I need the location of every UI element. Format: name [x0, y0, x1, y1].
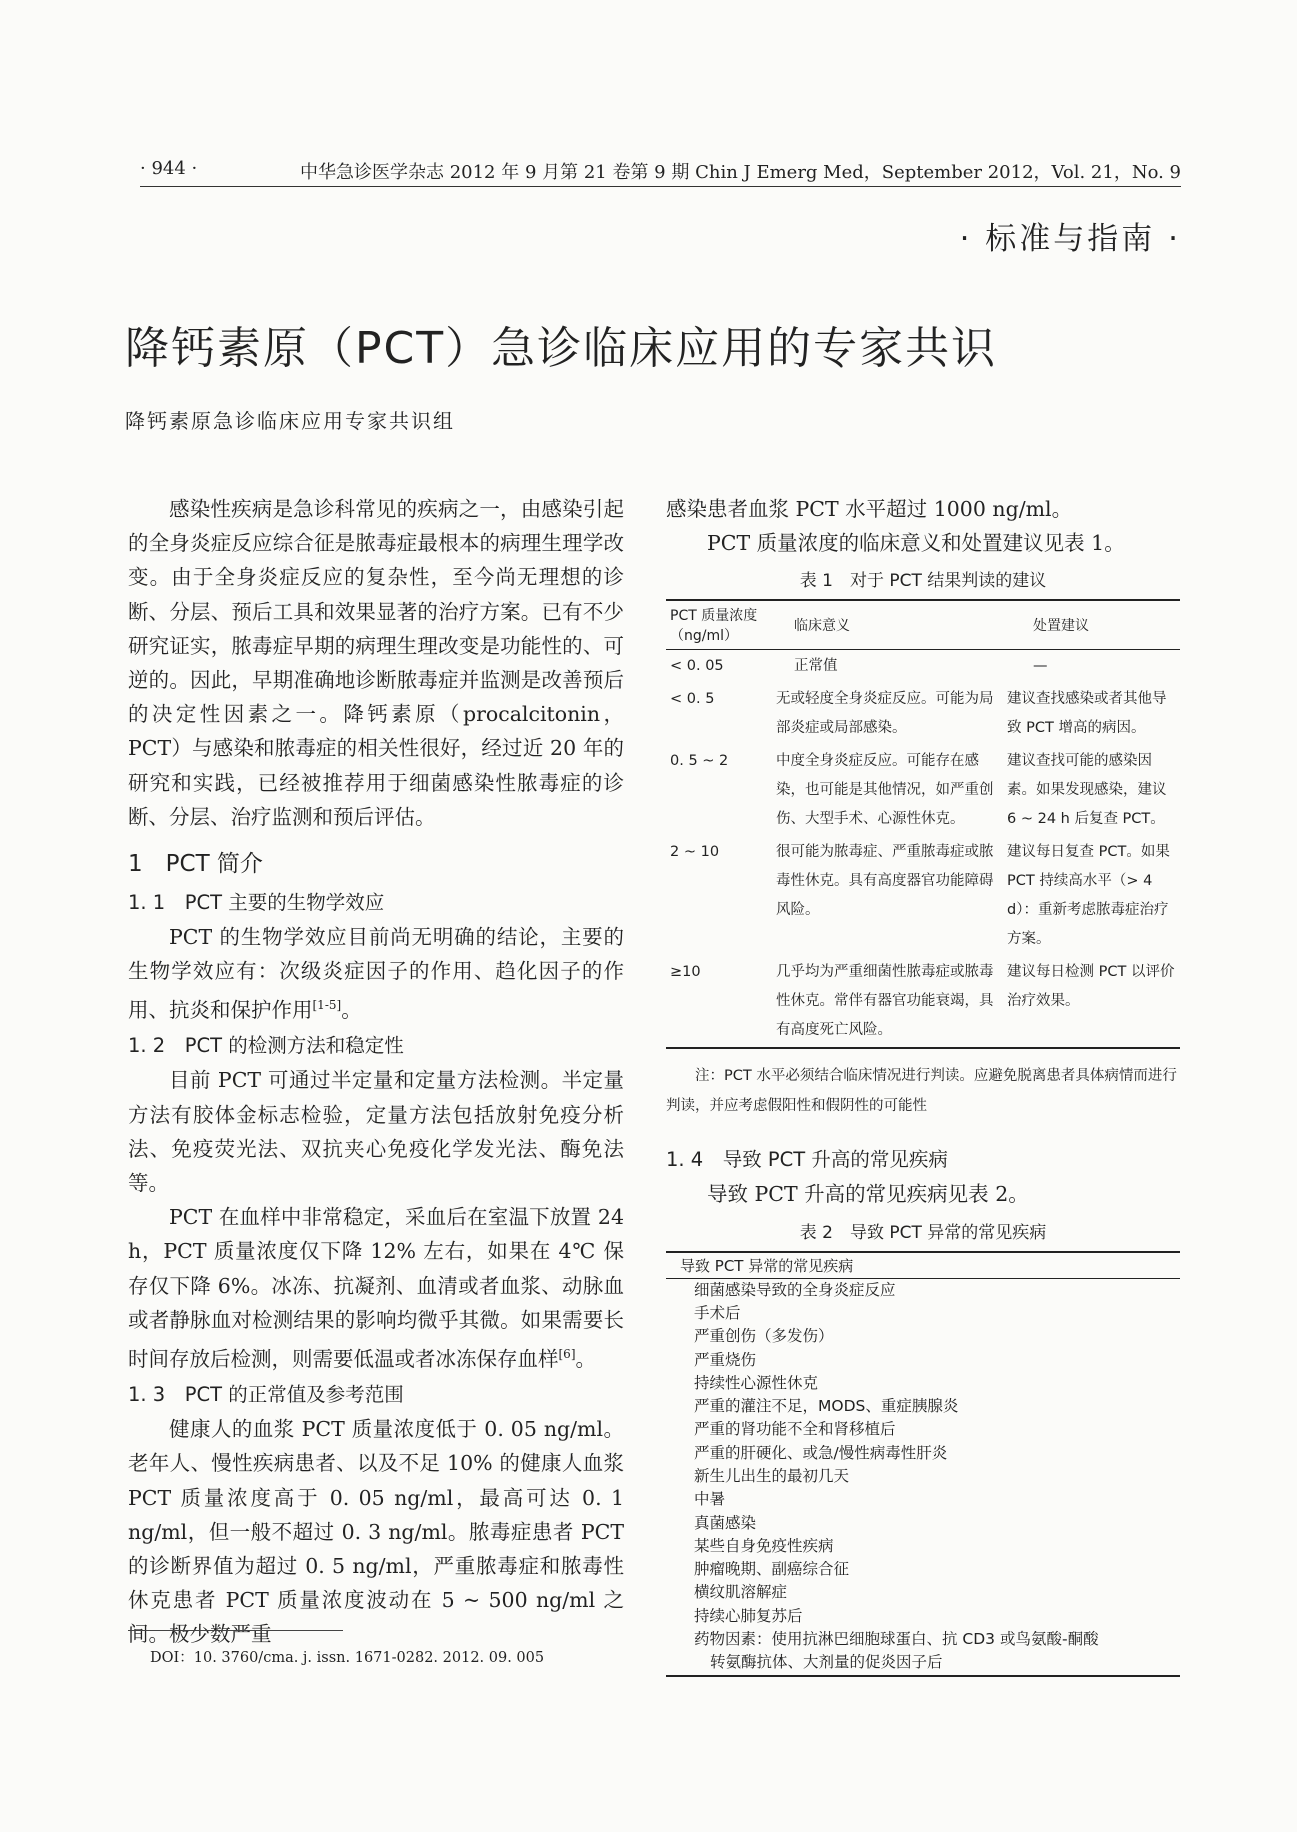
table1-header-row: [666, 600, 1180, 650]
list-item: [666, 1651, 1180, 1675]
section-1-2-paragraph-a: 目前 PCT 可通过半定量和定量方法检测。半定量方法有胶体金标志检验，定量方法包括放射免疫分析法、免疫荧光法、双抗夹心免疫化学发光法、酶免法等。: [128, 1068, 624, 1196]
section-1-2-heading: 1. 2 PCT 的检测方法和稳定性: [128, 1034, 404, 1058]
table2-item: 中暑: [694, 1490, 726, 1509]
section-1-3-paragraph: 健康人的血浆 PCT 质量浓度低于 0. 05 ng/ml。老年人、慢性疾病患者、以及不足 10% 的健康人血浆 PCT 质量浓度高于 0. 05 ng/ml，最高可达 0. 1 ng/ml，但一般不超过 0. 3 ng/ml。脓毒症患者 PCT 的诊断界值为超过 0. 5 ng/ml，严重脓毒症和脓毒性休克患者 PCT 质量浓度波动在 5 ~ 500 ng/ml 之间。极少数严重: [128, 1417, 624, 1647]
table1-cell: 建议每日检测 PCT 以评价治疗效果。: [1007, 964, 1175, 1010]
table2-item: 新生儿出生的最初几天: [694, 1466, 850, 1485]
section-1-2-text: PCT 在血样中非常稳定，采血后在室温下放置 24 h，PCT 质量浓度仅下降 12% 左右，如果在 4℃ 保存仅下降 6%。冰冻、抗凝剂、血清或者血浆、动脉血或者静脉血对检测结果的影响均微乎其微。如果需要长时间存放后检测，则需要低温或者冰冻保存血样: [128, 1205, 624, 1371]
list-item: [666, 1535, 1180, 1558]
doi: DOI：10. 3760/cma. j. issn. 1671-0282. 2012. 09. 005: [150, 1650, 545, 1666]
page-number: · 944 ·: [140, 158, 198, 179]
section-1-3-heading: 1. 3 PCT 的正常值及参考范围: [128, 1383, 404, 1407]
authors: 降钙素原急诊临床应用专家共识组: [125, 409, 455, 433]
table1-reference-paragraph: PCT 质量浓度的临床意义和处置建议见表 1。: [707, 531, 1125, 556]
table2-item: 横纹肌溶解症: [694, 1583, 788, 1602]
table2-item: 严重的肾功能不全和肾移植后: [694, 1420, 896, 1439]
list-item: [666, 1278, 1180, 1302]
table2-item: 细菌感染导致的全身炎症反应: [694, 1280, 896, 1299]
table1-note: 注：PCT 水平必须结合临床情况进行判读。应避免脱离患者具体病情而进行判读，并应考虑假阳性和假阴性的可能性: [666, 1068, 1177, 1115]
table-row: [666, 650, 1180, 684]
table1-cell: < 0. 05: [670, 658, 724, 675]
table2-item: 持续心肺复苏后: [694, 1606, 803, 1625]
table1-header-advice: 处置建议: [1033, 618, 1089, 635]
section-1-1-heading: 1. 1 PCT 主要的生物学效应: [128, 891, 385, 915]
list-item: [666, 1512, 1180, 1535]
list-item: [666, 1302, 1180, 1325]
table1-header-significance: 临床意义: [794, 618, 850, 635]
right-column: [666, 492, 1180, 1677]
list-item: [666, 1418, 1180, 1441]
list-item: [666, 1605, 1180, 1628]
list-item: [666, 1325, 1180, 1348]
table1-cell: 很可能为脓毒症、严重脓毒症或脓毒性休克。具有高度器官功能障碍风险。: [776, 844, 994, 919]
section-1-1-paragraph: [128, 920, 624, 1027]
intro-paragraph: 感染性疾病是急诊科常见的疾病之一，由感染引起的全身炎症反应综合征是脓毒症最根本的病理生理学改变。由于全身炎症反应的复杂性，至今尚无理想的诊断、分层、预后工具和效果显著的治疗方案。已有不少研究证实，脓毒症早期的病理生理改变是功能性的、可逆的。因此，早期准确地诊断脓毒症并监测是改善预后的决定性因素之一。降钙素原（procalcitonin，PCT）与感染和脓毒症的相关性很好，经过近 20 年的研究和实践，已经被推荐用于细菌感染性脓毒症的诊断、分层、治疗监测和预后评估。: [128, 497, 624, 829]
journal-header: 中华急诊医学杂志 2012 年 9 月第 21 卷第 9 期 Chin J Emerg Med，September 2012，Vol. 21，No. 9: [299, 162, 1181, 183]
table2-item: 严重创伤（多发伤）: [694, 1327, 834, 1346]
section-1-2-paragraph-b: [128, 1200, 624, 1376]
header-rule: [140, 186, 1181, 187]
table2-item-continued: 转氨酶抗体、大剂量的促炎因子后: [710, 1653, 943, 1672]
section-1-2-end: 。: [575, 1346, 596, 1371]
table1-cell: 2 ~ 10: [670, 844, 720, 861]
table-row: [666, 956, 1180, 1048]
table1: [666, 599, 1180, 1049]
table2-item: 药物因素：使用抗淋巴细胞球蛋白、抗 CD3 或鸟氨酸-酮酸: [694, 1630, 1099, 1649]
section-1-4-heading: 1. 4 导致 PCT 升高的常见疾病: [666, 1148, 948, 1172]
list-item: [666, 1581, 1180, 1604]
table1-cell: 建议查找感染或者其他导致 PCT 增高的病因。: [1007, 691, 1167, 737]
table1-caption: 表 1 对于 PCT 结果判读的建议: [799, 571, 1047, 592]
table2-item: 真菌感染: [694, 1513, 757, 1532]
list-item: [666, 1465, 1180, 1488]
table-row: [666, 745, 1180, 836]
list-item: [666, 1488, 1180, 1511]
list-item: [666, 1395, 1180, 1418]
citation-ref: [6]: [558, 1347, 576, 1362]
continued-paragraph: 感染患者血浆 PCT 水平超过 1000 ng/ml。: [666, 497, 1073, 521]
list-item: [666, 1349, 1180, 1372]
table1-cell: 建议每日复查 PCT。如果 PCT 持续高水平（> 4 d）：重新考虑脓毒症治疗方案。: [1007, 844, 1170, 948]
table2-header-row: [666, 1252, 1180, 1279]
table2-item: 严重的灌注不足，MODS、重症胰腺炎: [694, 1397, 959, 1416]
section-1-heading: 1 PCT 简介: [128, 851, 263, 878]
footnote-rule: [128, 1630, 343, 1631]
table-row: [666, 836, 1180, 956]
table2: [666, 1251, 1180, 1677]
section-1-4-paragraph: 导致 PCT 升高的常见疾病见表 2。: [707, 1182, 1029, 1207]
article-title: 降钙素原（PCT）急诊临床应用的专家共识: [125, 323, 998, 374]
citation-ref: [1-5]: [312, 998, 342, 1013]
table1-cell: 几乎均为严重细菌性脓毒症或脓毒性休克。常伴有器官功能衰竭，具有高度死亡风险。: [776, 964, 994, 1039]
table2-header: 导致 PCT 异常的常见疾病: [680, 1256, 854, 1275]
list-item: [666, 1442, 1180, 1465]
table2-item: 严重烧伤: [694, 1350, 757, 1369]
table1-cell: —: [1033, 658, 1048, 675]
table1-header-concentration: PCT 质量浓度 （ng/ml）: [670, 608, 758, 645]
left-column: [128, 492, 624, 1652]
table2-item: 某些自身免疫性疾病: [694, 1536, 834, 1555]
table-row: [666, 683, 1180, 745]
table1-cell: 无或轻度全身炎症反应。可能为局部炎症或局部感染。: [776, 691, 994, 737]
section-1-1-end: 。: [341, 998, 362, 1023]
list-item: [666, 1628, 1180, 1651]
table2-item: 手术后: [694, 1303, 741, 1322]
table1-cell: 中度全身炎症反应。可能存在感染，也可能是其他情况，如严重创伤、大型手术、心源性休克。: [776, 753, 994, 828]
table1-cell: < 0. 5: [670, 691, 715, 708]
section-tag: · 标准与指南 ·: [959, 221, 1181, 257]
table2-item: 肿瘤晚期、副癌综合征: [694, 1560, 850, 1579]
table1-cell: 0. 5 ~ 2: [670, 753, 729, 770]
table1-cell: 建议查找可能的感染因素。如果发现感染，建议 6 ~ 24 h 后复查 PCT。: [1007, 753, 1167, 828]
table2-item: 严重的肝硬化、或急/慢性病毒性肝炎: [694, 1443, 948, 1462]
table1-cell: ≥10: [670, 964, 701, 981]
list-item: [666, 1558, 1180, 1581]
list-item: [666, 1372, 1180, 1395]
section-1-1-text: PCT 的生物学效应目前尚无明确的结论，主要的生物学效应有：次级炎症因子的作用、趋化因子的作用、抗炎和保护作用: [128, 925, 624, 1023]
table2-caption: 表 2 导致 PCT 异常的常见疾病: [799, 1222, 1047, 1243]
table2-item: 持续性心源性休克: [694, 1373, 819, 1392]
table1-cell: 正常值: [794, 658, 838, 675]
